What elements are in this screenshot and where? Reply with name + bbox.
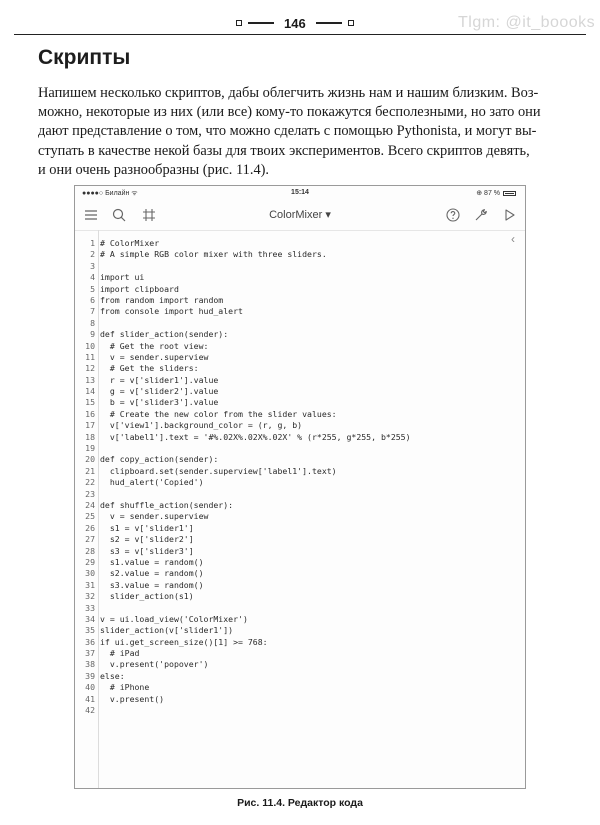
paragraph-line: дают представление о том, что можно сделать с помощью Pythonista, и могут вы- bbox=[38, 123, 537, 140]
figure-caption: Рис. 11.4. Редактор кода bbox=[237, 797, 363, 809]
line-number: 12 bbox=[85, 363, 95, 374]
line-number: 13 bbox=[85, 374, 95, 385]
code-line bbox=[75, 238, 525, 249]
code-line bbox=[75, 272, 525, 283]
code-text: # Get the sliders: bbox=[100, 363, 199, 374]
code-text: # Create the new color from the slider values: bbox=[100, 408, 337, 419]
ornament-right-line bbox=[316, 22, 342, 24]
line-number: 17 bbox=[85, 420, 95, 431]
page-number: 146 bbox=[284, 15, 306, 31]
code-text: v = ui.load_view('ColorMixer') bbox=[100, 613, 248, 624]
collapse-panel-icon[interactable]: ‹ bbox=[511, 232, 515, 246]
line-number: 10 bbox=[85, 340, 95, 351]
code-text: v.present() bbox=[100, 693, 165, 704]
watermark: Tlgm: @it_boooks bbox=[458, 14, 596, 31]
code-line bbox=[75, 637, 525, 648]
line-number: 33 bbox=[85, 602, 95, 613]
code-text: from random import random bbox=[100, 294, 224, 305]
code-line bbox=[75, 546, 525, 557]
code-line bbox=[75, 397, 525, 408]
file-title-dropdown[interactable]: ColorMixer ▾ bbox=[269, 209, 331, 221]
code-line bbox=[75, 420, 525, 431]
code-line bbox=[75, 580, 525, 591]
header-rule bbox=[14, 34, 586, 35]
code-text: # Get the root view: bbox=[100, 340, 209, 351]
paragraph-line: можно, некоторые из них (или все) кому-то покажутся бесполезными, но зато они bbox=[38, 104, 541, 121]
code-line bbox=[75, 591, 525, 602]
code-lines bbox=[75, 238, 525, 716]
line-number: 26 bbox=[85, 522, 95, 533]
line-number: 36 bbox=[85, 636, 95, 647]
code-line bbox=[75, 614, 525, 625]
code-area[interactable] bbox=[75, 230, 525, 788]
code-text: slider_action(s1) bbox=[100, 591, 194, 602]
line-number: 30 bbox=[85, 568, 95, 579]
paragraph-line: и они очень разнообразны (рис. 11.4). bbox=[38, 161, 270, 178]
line-number: 15 bbox=[85, 397, 95, 408]
line-number: 32 bbox=[85, 591, 95, 602]
editor-toolbar bbox=[75, 200, 525, 231]
line-number: 23 bbox=[85, 488, 95, 499]
line-number: 7 bbox=[90, 306, 95, 317]
code-line bbox=[75, 500, 525, 511]
line-number: 5 bbox=[90, 283, 95, 294]
line-number: 20 bbox=[85, 454, 95, 465]
line-number: 19 bbox=[85, 443, 95, 454]
line-number: 14 bbox=[85, 386, 95, 397]
code-text: r = v['slider1'].value bbox=[100, 374, 219, 385]
code-line bbox=[75, 295, 525, 306]
battery-icon bbox=[503, 191, 516, 196]
battery-percent: ⊕ 87 % bbox=[476, 190, 500, 197]
code-text: g = v['slider2'].value bbox=[100, 386, 219, 397]
line-number: 37 bbox=[85, 648, 95, 659]
code-line bbox=[75, 648, 525, 659]
code-line bbox=[75, 659, 525, 670]
code-line bbox=[75, 329, 525, 340]
code-line bbox=[75, 466, 525, 477]
line-number: 34 bbox=[85, 613, 95, 624]
code-text: s3 = v['slider3'] bbox=[100, 545, 194, 556]
battery-status bbox=[476, 189, 516, 197]
code-text: slider_action(v['slider1']) bbox=[100, 625, 234, 636]
line-number: 38 bbox=[85, 659, 95, 670]
code-line bbox=[75, 306, 525, 317]
code-line bbox=[75, 386, 525, 397]
code-editor-screenshot bbox=[74, 185, 526, 789]
wrench-icon[interactable] bbox=[471, 205, 491, 225]
code-line bbox=[75, 625, 525, 636]
code-line bbox=[75, 705, 525, 716]
ornament-right-square bbox=[348, 20, 354, 26]
code-text: v.present('popover') bbox=[100, 659, 209, 670]
code-text: # A simple RGB color mixer with three sliders. bbox=[100, 249, 327, 260]
code-text: b = v['slider3'].value bbox=[100, 397, 219, 408]
line-number: 25 bbox=[85, 511, 95, 522]
code-text: v['view1'].background_color = (r, g, b) bbox=[100, 420, 303, 431]
code-text: def copy_action(sender): bbox=[100, 454, 219, 465]
line-number: 39 bbox=[85, 670, 95, 681]
code-line bbox=[75, 557, 525, 568]
code-line bbox=[75, 671, 525, 682]
code-line bbox=[75, 249, 525, 260]
line-number: 22 bbox=[85, 477, 95, 488]
code-line bbox=[75, 523, 525, 534]
code-text: # ColorMixer bbox=[100, 238, 160, 248]
code-line bbox=[75, 534, 525, 545]
body-paragraph bbox=[38, 84, 562, 180]
line-number: 11 bbox=[85, 351, 95, 362]
line-number: 42 bbox=[85, 705, 95, 716]
code-text: def shuffle_action(sender): bbox=[100, 499, 234, 510]
line-number: 41 bbox=[85, 693, 95, 704]
code-text: # iPhone bbox=[100, 682, 150, 693]
line-number: 31 bbox=[85, 579, 95, 590]
code-text: s3.value = random() bbox=[100, 579, 204, 590]
code-line bbox=[75, 352, 525, 363]
code-text: v = sender.superview bbox=[100, 511, 209, 522]
code-line bbox=[75, 489, 525, 500]
code-text: clipboard.set(sender.superview['label1'].text) bbox=[100, 465, 337, 476]
line-number: 9 bbox=[90, 329, 95, 340]
ornament-left-square bbox=[236, 20, 242, 26]
code-text: if ui.get_screen_size()[1] >= 768: bbox=[100, 636, 268, 647]
page-header bbox=[0, 0, 600, 40]
code-line bbox=[75, 261, 525, 272]
code-text: else: bbox=[100, 670, 125, 681]
code-line bbox=[75, 694, 525, 705]
code-line bbox=[75, 477, 525, 488]
line-number: 18 bbox=[85, 431, 95, 442]
line-number: 27 bbox=[85, 534, 95, 545]
code-line bbox=[75, 363, 525, 374]
code-text: v = sender.superview bbox=[100, 351, 209, 362]
code-text: s2 = v['slider2'] bbox=[100, 534, 194, 545]
paragraph-line: ступать в качестве некой базы для твоих экспериментов. Всего скриптов девять, bbox=[38, 142, 530, 159]
code-line bbox=[75, 568, 525, 579]
help-icon[interactable] bbox=[443, 205, 463, 225]
code-text: # iPad bbox=[100, 648, 140, 659]
code-line bbox=[75, 603, 525, 614]
code-line bbox=[75, 454, 525, 465]
line-number: 40 bbox=[85, 682, 95, 693]
line-number: 4 bbox=[90, 272, 95, 283]
code-line bbox=[75, 284, 525, 295]
code-text: hud_alert('Copied') bbox=[100, 477, 204, 488]
line-number: 29 bbox=[85, 556, 95, 567]
line-number: 16 bbox=[85, 408, 95, 419]
page-number-ornament bbox=[236, 12, 354, 34]
line-number: 28 bbox=[85, 545, 95, 556]
ornament-left-line bbox=[248, 22, 274, 24]
code-text: s2.value = random() bbox=[100, 568, 204, 579]
code-text: import ui bbox=[100, 272, 145, 283]
line-number: 24 bbox=[85, 499, 95, 510]
section-title: Скрипты bbox=[38, 46, 131, 69]
line-number: 1 bbox=[90, 238, 95, 248]
code-line bbox=[75, 375, 525, 386]
line-number: 8 bbox=[90, 317, 95, 328]
status-bar bbox=[75, 186, 525, 200]
code-line bbox=[75, 682, 525, 693]
code-text: s1.value = random() bbox=[100, 556, 204, 567]
line-number: 2 bbox=[90, 249, 95, 260]
code-text: s1 = v['slider1'] bbox=[100, 522, 194, 533]
line-number: 21 bbox=[85, 465, 95, 476]
carrier-signal: ●●●●○ Билайн ᯤ bbox=[82, 190, 138, 197]
code-text: from console import hud_alert bbox=[100, 306, 243, 317]
code-line bbox=[75, 432, 525, 443]
play-icon[interactable] bbox=[499, 205, 519, 225]
code-line bbox=[75, 409, 525, 420]
code-line bbox=[75, 341, 525, 352]
code-text: v['label1'].text = '#%.02X%.02X%.02X' % (r*255, g*255, b*255) bbox=[100, 431, 411, 442]
code-line bbox=[75, 511, 525, 522]
code-line bbox=[75, 443, 525, 454]
code-text: import clipboard bbox=[100, 283, 179, 294]
line-number: 3 bbox=[90, 260, 95, 271]
line-number: 35 bbox=[85, 625, 95, 636]
line-number: 6 bbox=[90, 294, 95, 305]
code-text: def slider_action(sender): bbox=[100, 329, 229, 340]
paragraph-line: Напишем несколько скриптов, дабы облегчить жизнь нам и нашим близким. Воз- bbox=[38, 85, 539, 101]
status-time: 15:14 bbox=[291, 189, 309, 196]
code-line bbox=[75, 318, 525, 329]
